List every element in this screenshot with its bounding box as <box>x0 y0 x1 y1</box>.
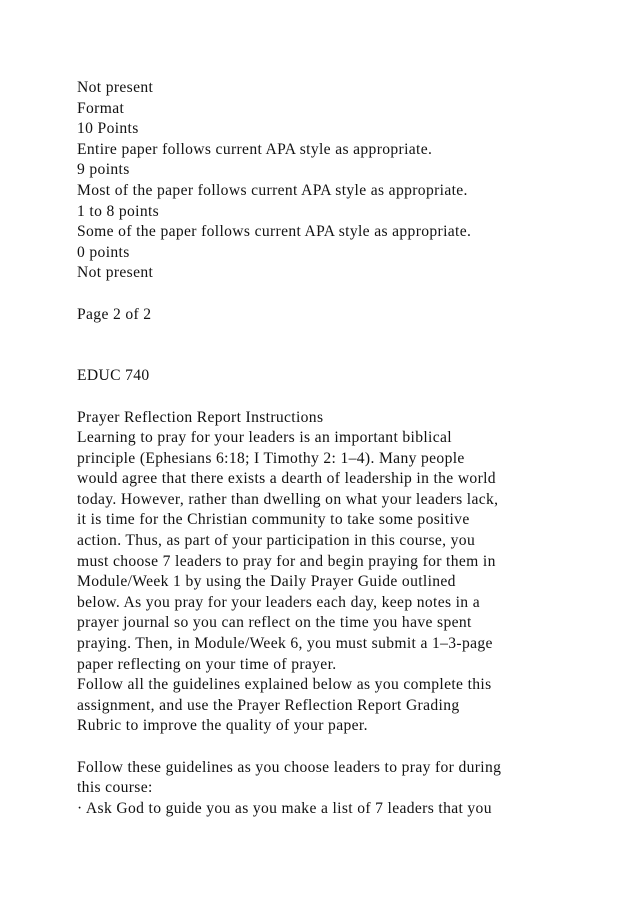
rubric-line: Entire paper follows current APA style as appropriate. <box>77 140 433 158</box>
spacer <box>77 387 597 408</box>
rubric-line: Most of the paper follows current APA style as appropriate. <box>77 181 468 199</box>
rubric-line: 0 points <box>77 243 130 261</box>
document-page <box>77 78 597 819</box>
paragraph-line: assignment, and use the Prayer Reflection Report Grading <box>77 696 460 714</box>
paragraph-line: must choose 7 leaders to pray for and begin praying for them in <box>77 552 496 570</box>
paragraph-line: Rubric to improve the quality of your paper. <box>77 717 368 735</box>
paragraph-line: Follow all the guidelines explained below as you complete this <box>77 676 492 694</box>
paragraph-line: would agree that there exists a dearth of leadership in the world <box>77 470 496 488</box>
rubric-line: Not present <box>77 79 154 96</box>
instructions-paragraph <box>77 428 597 737</box>
paragraph-line: principle (Ephesians 6:18; I Timothy 2: 1–4). Many people <box>77 449 465 467</box>
course-code: EDUC 740 <box>77 367 150 385</box>
spacer <box>77 325 597 366</box>
instructions-title: Prayer Reflection Report Instructions <box>77 408 324 426</box>
paragraph-line: praying. Then, in Module/Week 6, you must submit a 1–3-page <box>77 635 493 653</box>
paragraph-line: Module/Week 1 by using the Daily Prayer Guide outlined <box>77 573 456 591</box>
page-number: Page 2 of 2 <box>77 305 152 323</box>
rubric-line: 9 points <box>77 161 130 179</box>
paragraph-line: paper reflecting on your time of prayer. <box>77 655 337 673</box>
paragraph-line: action. Thus, as part of your participation in this course, you <box>77 532 476 550</box>
paragraph-line: it is time for the Christian community to take some positive <box>77 511 470 529</box>
rubric-line: 10 Points <box>77 120 139 138</box>
guidelines-intro <box>77 758 597 799</box>
spacer <box>77 284 597 305</box>
rubric-tail <box>77 78 597 284</box>
rubric-line: Format <box>77 99 125 117</box>
paragraph-line: today. However, rather than dwelling on what your leaders lack, <box>77 490 499 508</box>
guidelines-line: this course: <box>77 779 153 797</box>
paragraph-line: prayer journal so you can reflect on the time you have spent <box>77 614 472 632</box>
guidelines-line: Follow these guidelines as you choose leaders to pray for during <box>77 758 502 776</box>
paragraph-line: below. As you pray for your leaders each day, keep notes in a <box>77 593 480 611</box>
rubric-line: Some of the paper follows current APA style as appropriate. <box>77 223 472 241</box>
rubric-line: Not present <box>77 264 154 282</box>
bullet-item: · Ask God to guide you as you make a list of 7 leaders that you <box>77 799 492 817</box>
rubric-line: 1 to 8 points <box>77 202 160 220</box>
spacer <box>77 737 597 758</box>
paragraph-line: Learning to pray for your leaders is an important biblical <box>77 429 452 447</box>
